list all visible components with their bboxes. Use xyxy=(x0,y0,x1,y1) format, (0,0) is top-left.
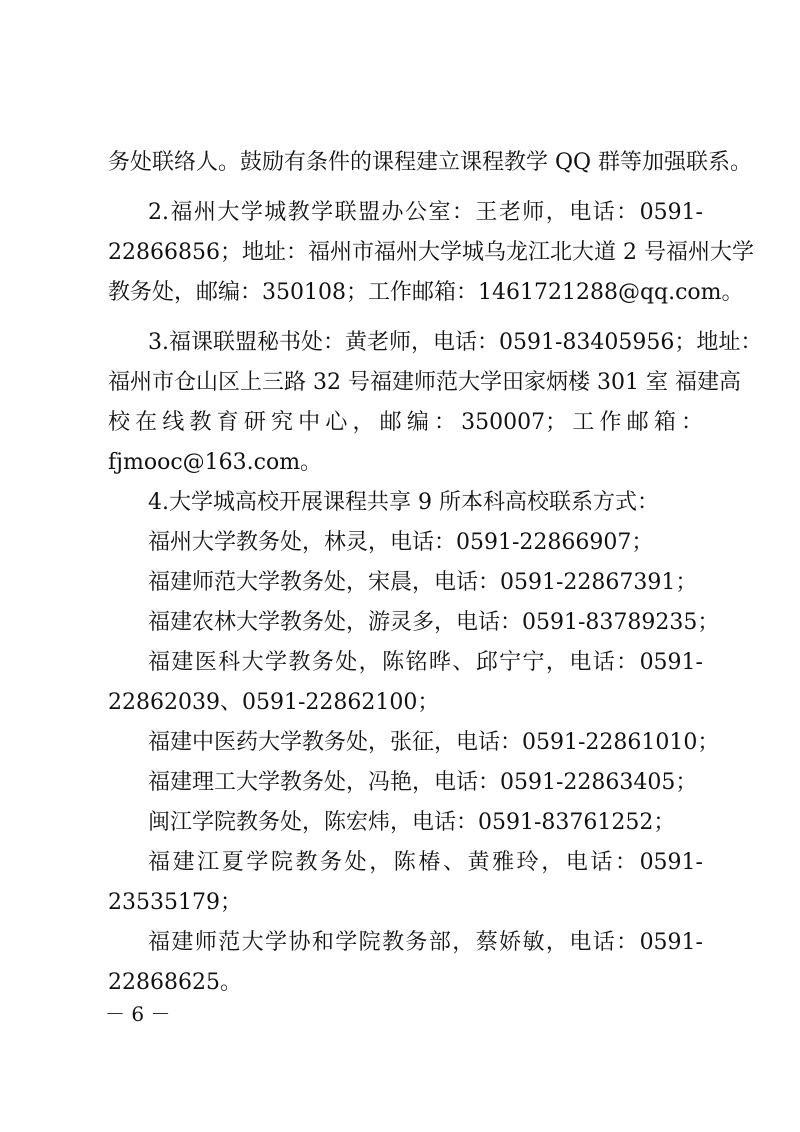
text-line: 福州大学教务处，林灵，电话：0591-22866907； xyxy=(148,530,654,555)
text-line: 福建医科大学教务处，陈铭晔、邱宁宁，电话：0591- xyxy=(148,650,703,675)
text-line: 福建理工大学教务处，冯艳，电话：0591-22863405； xyxy=(148,770,698,795)
text-line: 2.福州大学城教学联盟办公室：王老师，电话：0591- xyxy=(148,200,703,225)
text-line: 福建师范大学协和学院教务部，蔡娇敏，电话：0591- xyxy=(148,930,703,955)
page-number: － 6 － xyxy=(105,1002,171,1026)
text-line: 22862039、0591-22862100； xyxy=(108,690,440,715)
text-line: fjmooc@163.com。 xyxy=(108,450,323,475)
text-line: 22868625。 xyxy=(108,970,242,995)
text-line: 3.福课联盟秘书处：黄老师，电话：0591-83405956；地址： xyxy=(148,330,763,355)
text-line: 校在线教育研究中心，邮编：350007；工作邮箱： xyxy=(108,410,703,435)
text-line: 教务处，邮编：350108；工作邮箱：1461721288@qq.com。 xyxy=(108,280,744,305)
text-line: 福建江夏学院教务处，陈椿、黄雅玲，电话：0591- xyxy=(148,850,703,875)
text-line: 福州市仓山区上三路 32 号福建师范大学田家炳楼 301 室 福建高 xyxy=(108,370,741,395)
text-line: 福建中医药大学教务处，张征，电话：0591-22861010； xyxy=(148,730,720,755)
text-line: 23535179； xyxy=(108,890,242,915)
text-line: 务处联络人。鼓励有条件的课程建立课程教学 QQ 群等加强联系。 xyxy=(108,150,753,175)
text-line: 福建师范大学教务处，宋晨，电话：0591-22867391； xyxy=(148,570,698,595)
text-line: 福建农林大学教务处，游灵多，电话：0591-83789235； xyxy=(148,610,720,635)
text-line: 4.大学城高校开展课程共享 9 所本科高校联系方式： xyxy=(148,490,659,515)
text-line: 闽江学院教务处，陈宏炜，电话：0591-83761252； xyxy=(148,810,676,835)
text-line: 22866856；地址：福州市福州大学城乌龙江北大道 2 号福州大学 xyxy=(108,240,754,265)
